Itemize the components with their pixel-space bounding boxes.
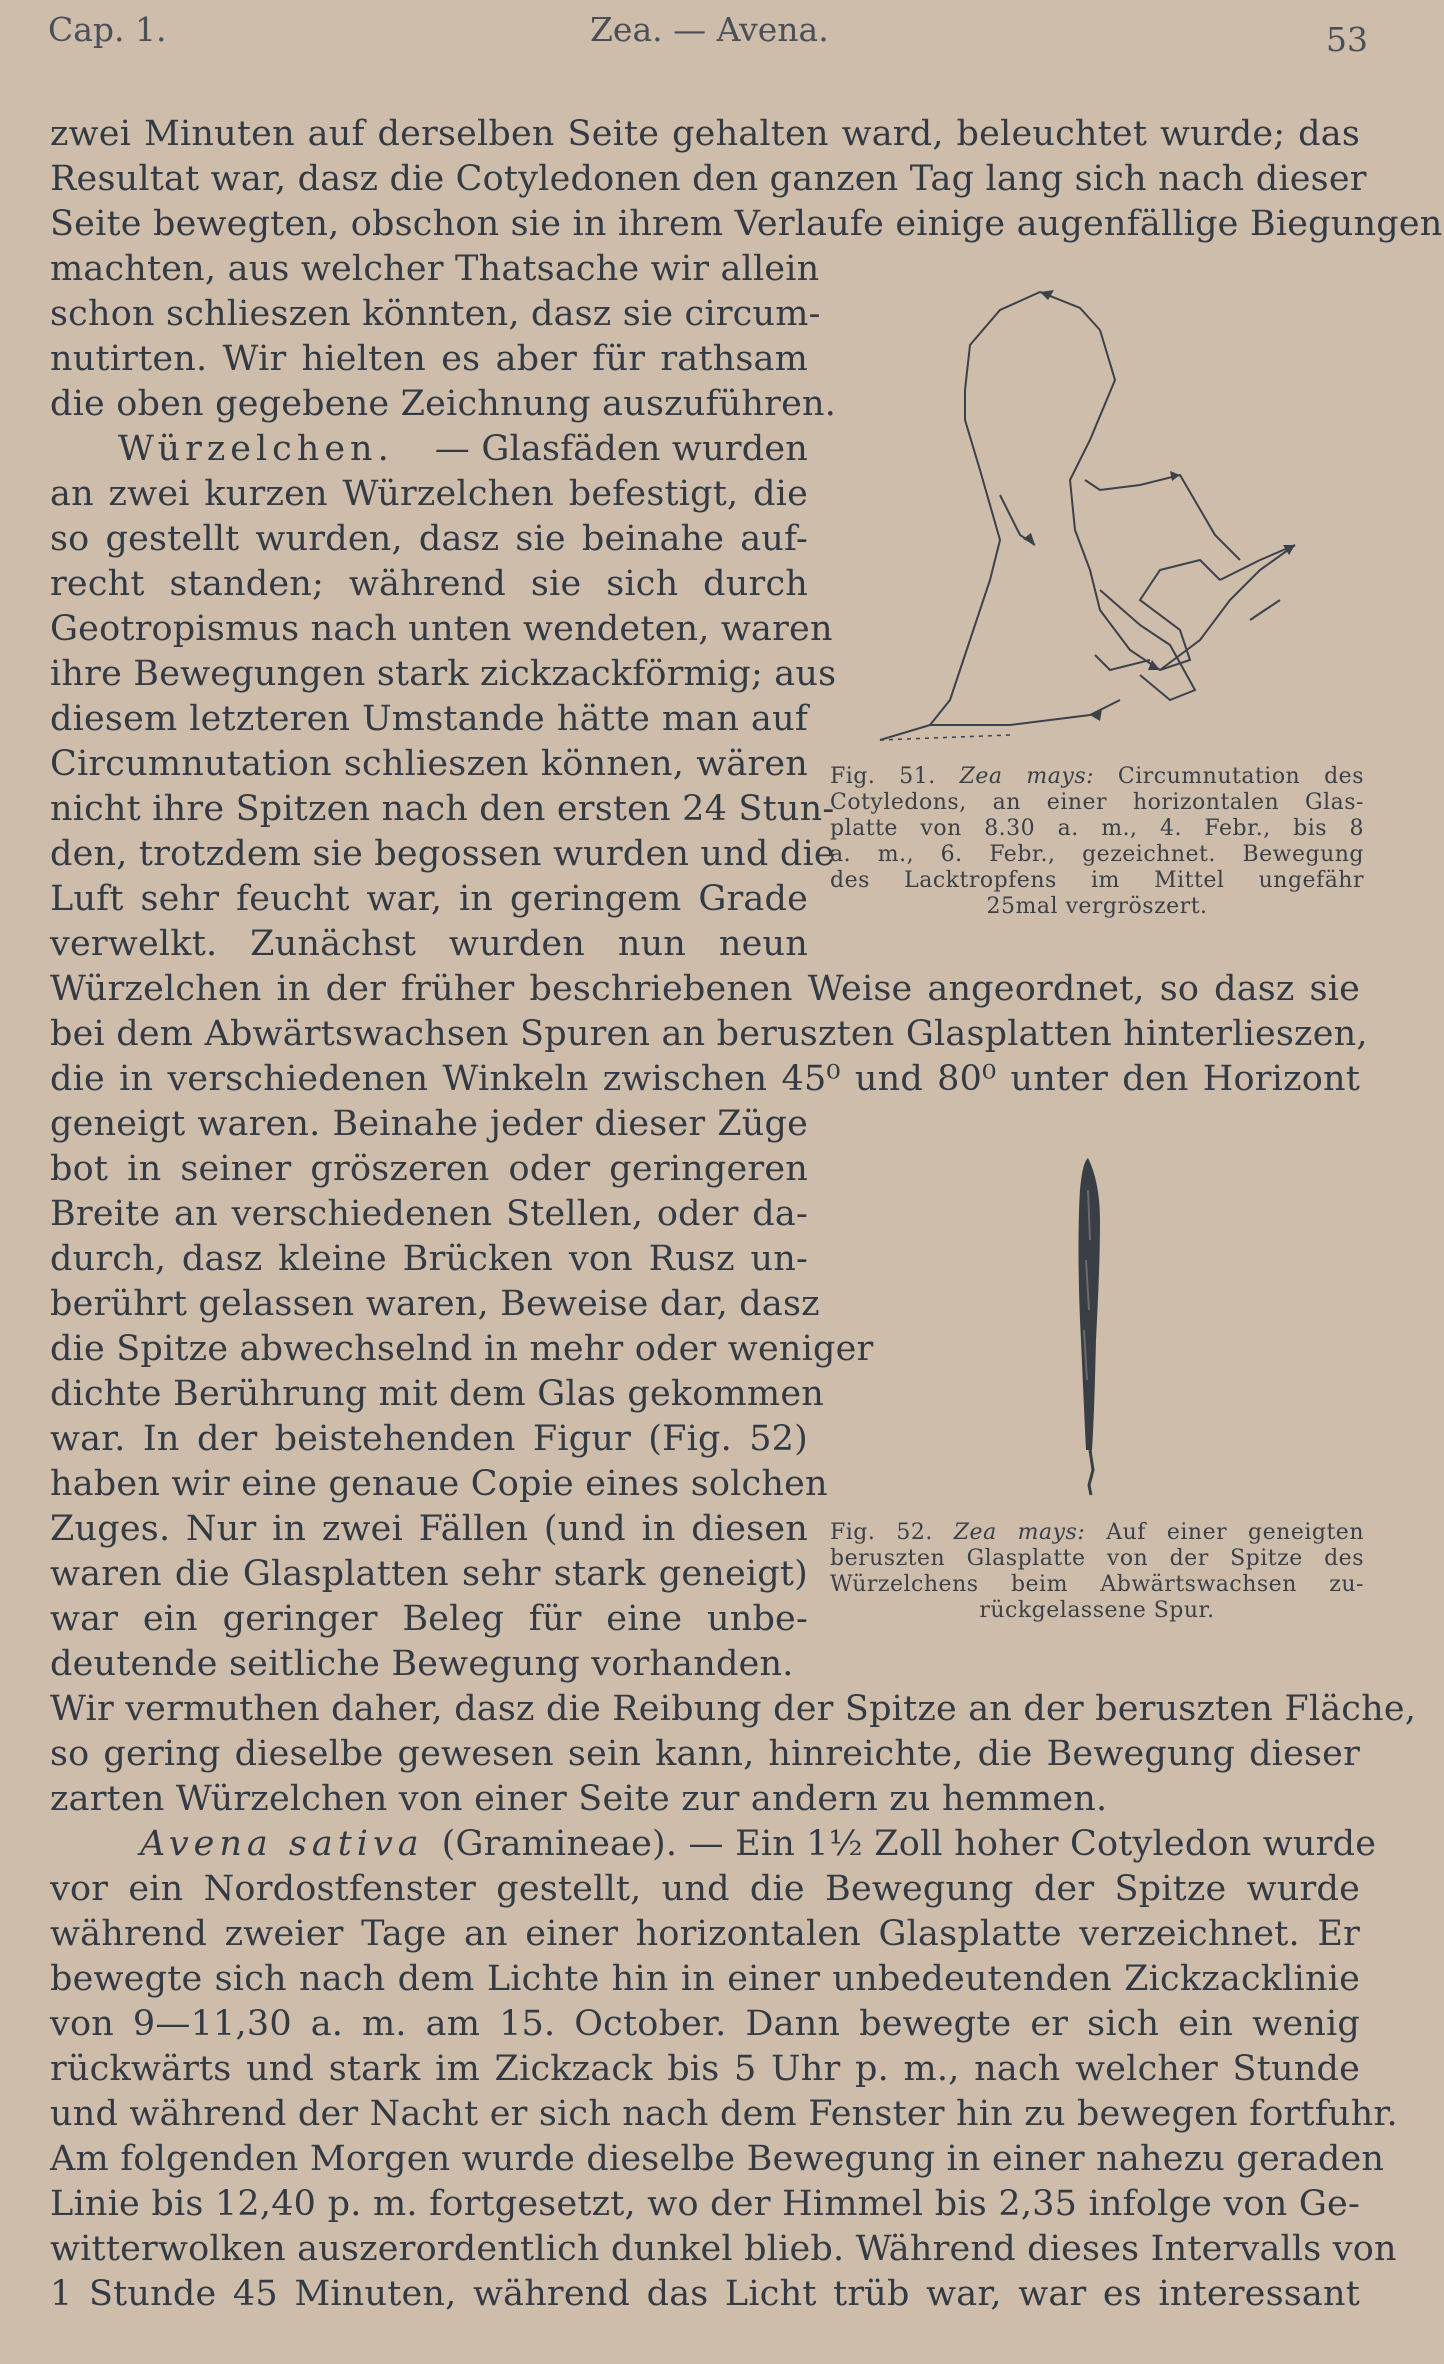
body-line: Linie bis 12,40 p. m. fortgesetzt, wo der Himmel bis 2,35 infolge von Ge- bbox=[50, 2184, 1360, 2224]
body-line: von 9—11,30 a. m. am 15. October. Dann bewegte er sich ein wenig bbox=[50, 2004, 1360, 2044]
body-line: so gering dieselbe gewesen sein kann, hinreichte, die Bewegung dieser bbox=[50, 1734, 1360, 1774]
fig51-caption-line: a. m., 6. Febr., gezeichnet. Bewegung bbox=[830, 842, 1364, 867]
body-line: bei dem Abwärtswachsen Spuren an beruszten Glasplatten hinterlieszen, bbox=[50, 1014, 1368, 1054]
fig51-label: Fig. 51. bbox=[830, 764, 936, 789]
avena-paragraph-start bbox=[140, 1822, 1377, 1866]
wurzelchen-paragraph-start bbox=[118, 427, 808, 471]
body-line: waren die Glasplatten sehr stark geneigt) bbox=[50, 1554, 808, 1594]
body-line: haben wir eine genaue Copie eines solchen bbox=[50, 1464, 828, 1504]
fig52-species: Zea mays: bbox=[953, 1520, 1086, 1545]
body-line: Wir vermuthen daher, dasz die Reibung der Spitze an der beruszten Fläche, bbox=[50, 1689, 1417, 1729]
fig51-caption-line: des Lacktropfens im Mittel ungefähr bbox=[830, 868, 1364, 893]
body-line: durch, dasz kleine Brücken von Rusz un- bbox=[50, 1239, 808, 1279]
fig51-caption bbox=[830, 764, 1364, 920]
fig51-caption-line: Circumnutation des bbox=[1117, 764, 1364, 789]
body-line: Breite an verschiedenen Stellen, oder da- bbox=[50, 1194, 808, 1234]
body-line: berührt gelassen waren, Beweise dar, dasz bbox=[50, 1284, 820, 1324]
body-line: verwelkt. Zunächst wurden nun neun bbox=[50, 924, 808, 964]
body-line: zwei Minuten auf derselben Seite gehalten ward, beleuchtet wurde; das bbox=[50, 114, 1360, 154]
body-line: bot in seiner gröszeren oder geringeren bbox=[50, 1149, 808, 1189]
body-line: nicht ihre Spitzen nach den ersten 24 Stun- bbox=[50, 789, 835, 829]
chapter-header: Cap. 1. bbox=[48, 10, 167, 49]
body-line: Resultat war, dasz die Cotyledonen den ganzen Tag lang sich nach dieser bbox=[50, 159, 1367, 199]
body-line: nutirten. Wir hielten es aber für rathsam bbox=[50, 339, 808, 379]
fig52-caption-line: rückgelassene Spur. bbox=[979, 1598, 1215, 1623]
body-line: diesem letzteren Umstande hätte man auf bbox=[50, 699, 808, 739]
body-line: so gestellt wurden, dasz sie beinahe auf- bbox=[50, 519, 808, 559]
body-line: an zwei kurzen Würzelchen befestigt, die bbox=[50, 474, 808, 514]
fig52-caption-line: Würzelchens beim Abwärtswachsen zu- bbox=[830, 1572, 1364, 1597]
body-line: machten, aus welcher Thatsache wir allein bbox=[50, 249, 820, 289]
fig52-radicle-trace-drawing bbox=[1060, 1150, 1120, 1500]
fig51-species: Zea mays: bbox=[959, 764, 1095, 789]
body-line: vor ein Nordostfenster gestellt, und die Bewegung der Spitze wurde bbox=[50, 1869, 1360, 1909]
body-line: geneigt waren. Beinahe jeder dieser Züge bbox=[50, 1104, 808, 1144]
body-line: deutende seitliche Bewegung vorhanden. bbox=[50, 1644, 794, 1684]
body-line: Würzelchen in der früher beschriebenen Weise angeordnet, so dasz sie bbox=[50, 969, 1360, 1009]
avena-species-name: Avena sativa bbox=[140, 1824, 424, 1864]
running-title: Zea. — Avena. bbox=[590, 10, 829, 49]
wurzelchen-heading: Würzelchen. bbox=[118, 429, 394, 469]
body-line: bewegte sich nach dem Lichte hin in einer unbedeutenden Zickzacklinie bbox=[50, 1959, 1360, 1999]
body-line: (Gramineae). — Ein 1½ Zoll hoher Cotyledon wurde bbox=[441, 1824, 1377, 1864]
body-line: dichte Berührung mit dem Glas gekommen bbox=[50, 1374, 824, 1414]
page-number: 53 bbox=[1326, 20, 1368, 59]
body-line: Circumnutation schlieszen können, wären bbox=[50, 744, 808, 784]
body-line: — Glasfäden wurden bbox=[434, 429, 808, 469]
body-line: Luft sehr feucht war, in geringem Grade bbox=[50, 879, 808, 919]
fig51-caption-line: 25mal vergröszert. bbox=[986, 894, 1208, 919]
body-line: war ein geringer Beleg für eine unbe- bbox=[50, 1599, 808, 1639]
body-line: während zweier Tage an einer horizontalen Glasplatte verzeichnet. Er bbox=[50, 1914, 1360, 1954]
body-line: 1 Stunde 45 Minuten, während das Licht trüb war, war es interessant bbox=[50, 2274, 1360, 2314]
body-line: Geotropismus nach unten wendeten, waren bbox=[50, 609, 833, 649]
fig52-caption bbox=[830, 1520, 1364, 1624]
body-line: ihre Bewegungen stark zickzackförmig; aus bbox=[50, 654, 837, 694]
body-line: Seite bewegten, obschon sie in ihrem Verlaufe einige augenfällige Biegungen bbox=[50, 204, 1443, 244]
fig51-caption-line: Cotyledons, an einer horizontalen Glas- bbox=[830, 790, 1364, 815]
body-line: die in verschiedenen Winkeln zwischen 45⁰ und 80⁰ unter den Horizont bbox=[50, 1059, 1360, 1099]
fig52-caption-line: beruszten Glasplatte von der Spitze des bbox=[830, 1546, 1364, 1571]
body-line: war. In der beistehenden Figur (Fig. 52) bbox=[50, 1419, 808, 1459]
body-line: die Spitze abwechselnd in mehr oder weniger bbox=[50, 1329, 874, 1369]
body-line: die oben gegebene Zeichnung auszuführen. bbox=[50, 384, 837, 424]
body-line: recht standen; während sie sich durch bbox=[50, 564, 808, 604]
body-line: rückwärts und stark im Zickzack bis 5 Uhr p. m., nach welcher Stunde bbox=[50, 2049, 1360, 2089]
fig51-caption-line: platte von 8.30 a. m., 4. Febr., bis 8 bbox=[830, 816, 1364, 841]
fig52-caption-line: Auf einer geneigten bbox=[1106, 1520, 1364, 1545]
body-line: den, trotzdem sie begossen wurden und die bbox=[50, 834, 835, 874]
fig51-circumnutation-drawing bbox=[860, 270, 1370, 750]
body-line: schon schlieszen könnten, dasz sie circum- bbox=[50, 294, 821, 334]
fig52-label: Fig. 52. bbox=[830, 1520, 933, 1545]
body-line: und während der Nacht er sich nach dem Fenster hin zu bewegen fortfuhr. bbox=[50, 2094, 1398, 2134]
body-line: witterwolken auszerordentlich dunkel blieb. Während dieses Intervalls von bbox=[50, 2229, 1397, 2269]
body-line: Am folgenden Morgen wurde dieselbe Bewegung in einer nahezu geraden bbox=[50, 2139, 1385, 2179]
body-line: zarten Würzelchen von einer Seite zur andern zu hemmen. bbox=[50, 1779, 1108, 1819]
body-line: Zuges. Nur in zwei Fällen (und in diesen bbox=[50, 1509, 808, 1549]
